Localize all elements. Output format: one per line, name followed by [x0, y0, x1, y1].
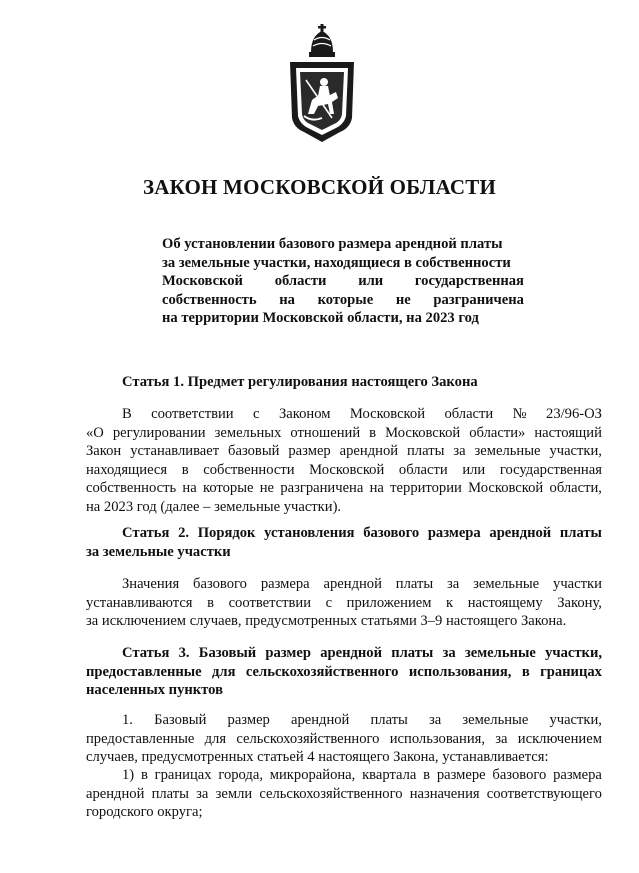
word: платы: [391, 645, 434, 661]
paragraph-line: [86, 785, 602, 804]
subtitle-line: на территории Московской области, на 2023 год: [162, 310, 479, 326]
word: назначения: [409, 785, 480, 802]
word: 1.: [122, 712, 133, 728]
word: арендной: [290, 712, 350, 728]
law-subtitle: [162, 235, 524, 328]
word: Московской: [468, 480, 544, 496]
word: размер: [288, 443, 331, 459]
word: Закон: [86, 443, 122, 459]
word: или: [358, 273, 384, 289]
word: предоставленные: [86, 663, 202, 680]
word: базовый: [228, 443, 280, 459]
word: В: [122, 406, 132, 422]
paragraph-line: [86, 479, 602, 498]
word: сельскохозяйственного: [245, 663, 399, 680]
word: использования,: [389, 730, 485, 747]
word: базового: [193, 576, 247, 592]
word: Статья: [122, 525, 170, 541]
subtitle-line: [162, 291, 524, 310]
word: в: [140, 767, 148, 783]
heading-line: населенных пунктов: [86, 682, 223, 698]
paragraph-line: [86, 594, 602, 613]
word: регулировании: [112, 424, 206, 441]
word: устанавливает: [130, 443, 220, 459]
word: на: [279, 291, 295, 308]
word: соответствующего: [486, 785, 602, 802]
word: размере: [436, 767, 486, 783]
word: приложением: [346, 594, 432, 611]
word: в: [521, 663, 530, 680]
moscow-oblast-coat-of-arms-icon: [284, 22, 360, 144]
word: за: [428, 712, 442, 728]
word: участки,: [549, 443, 602, 459]
word: за: [196, 785, 209, 802]
word: находящиеся: [86, 461, 168, 478]
law-title: ЗАКОН МОСКОВСКОЙ ОБЛАСТИ: [142, 175, 497, 199]
paragraph-line: [86, 711, 602, 730]
paragraph-line: [86, 442, 602, 461]
subtitle-line: за земельные участки, находящиеся в собственности: [162, 254, 511, 271]
word: арендной: [86, 785, 145, 802]
word: области»: [469, 424, 526, 441]
word: настоящему: [467, 594, 543, 611]
word: размера: [260, 576, 310, 592]
word: участки: [553, 576, 602, 592]
word: предоставленные: [86, 730, 195, 747]
paragraph-line: [86, 424, 602, 443]
word: земельные: [464, 645, 536, 661]
word: области: [274, 273, 327, 289]
subtitle-line: Об установлении базового размера арендной платы: [162, 236, 503, 252]
word: государственная: [414, 273, 524, 289]
word: разграничена: [433, 291, 524, 308]
word: территории: [390, 480, 462, 496]
word: собственности: [203, 461, 295, 478]
word: Московской: [309, 461, 385, 478]
paragraph-line: городского округа;: [86, 804, 203, 820]
article-3-paragraph-1: [86, 711, 602, 767]
word: отношений: [290, 424, 361, 441]
word: на: [182, 480, 197, 496]
word: за: [447, 576, 460, 592]
word: арендной: [339, 443, 399, 459]
word: участки,: [549, 712, 602, 728]
word: за: [453, 443, 466, 459]
word: Московской: [162, 273, 243, 289]
word: которые: [317, 291, 374, 308]
word: платы: [407, 443, 445, 459]
word: размера: [553, 767, 602, 783]
word: за: [495, 730, 508, 747]
article-1-heading: Статья 1. Предмет регулирования настоящего Закона: [122, 374, 478, 390]
word: Законом: [278, 406, 331, 422]
paragraph-line: [86, 405, 602, 424]
word: земельных: [214, 424, 282, 441]
word: арендной: [489, 525, 552, 541]
word: в: [423, 767, 431, 783]
subtitle-line: [162, 272, 524, 291]
article-3-paragraph-2: [86, 766, 602, 822]
word: города,: [218, 767, 263, 783]
word: размера: [427, 525, 481, 541]
word: земельные: [473, 576, 540, 592]
word: земельные: [462, 712, 529, 728]
word: Базовый: [198, 645, 257, 661]
word: платы: [395, 576, 434, 592]
word: Значения: [122, 576, 180, 592]
word: участки,: [545, 645, 602, 661]
word: к: [446, 594, 454, 611]
word: сельскохозяйственного: [259, 785, 403, 802]
article-1-paragraph: [86, 405, 602, 516]
word: государственная: [499, 461, 602, 478]
word: собственность: [86, 480, 177, 496]
word: Закону,: [557, 594, 602, 611]
word: области: [398, 461, 448, 478]
article-3-heading: [86, 644, 602, 700]
word: соответствии: [228, 594, 312, 611]
paragraph-line: [86, 730, 602, 749]
word: исключением: [517, 730, 602, 747]
word: в: [207, 594, 214, 611]
paragraph-line: [86, 575, 602, 594]
heading-line: [86, 644, 602, 663]
word: соответствии: [151, 406, 234, 422]
paragraph-line: на 2023 год (далее – земельные участки).: [86, 498, 342, 515]
word: 23/96-ОЗ: [546, 406, 602, 422]
word: с: [253, 406, 260, 422]
paragraph-line: [86, 766, 602, 785]
paragraph-line: [86, 461, 602, 480]
word: на: [369, 480, 384, 496]
word: «О: [86, 424, 104, 441]
word: квартала: [362, 767, 417, 783]
word: устанавливаются: [86, 594, 193, 611]
article-2-paragraph: [86, 575, 602, 631]
word: разграничена: [280, 480, 364, 496]
word: настоящий: [534, 424, 602, 441]
heading-line: [86, 524, 602, 543]
word: Базовый: [154, 712, 207, 728]
word: сельскохозяйственного: [236, 730, 380, 747]
word: базового: [492, 767, 547, 783]
word: не: [259, 480, 275, 496]
word: области,: [549, 480, 602, 496]
word: установления: [264, 525, 355, 541]
word: микрорайона,: [269, 767, 356, 783]
word: №: [512, 406, 527, 422]
word: базового: [363, 525, 420, 541]
paragraph-line: случаев, предусмотренных статьей 4 настоящего Закона, устанавливается:: [86, 749, 549, 765]
word: Московской: [385, 424, 461, 441]
word: 3.: [178, 645, 190, 661]
heading-line: [86, 663, 602, 682]
word: в: [369, 424, 377, 441]
word: 1): [122, 767, 135, 783]
word: 2.: [178, 525, 190, 541]
word: размер: [227, 712, 270, 728]
word: платы: [370, 712, 408, 728]
word: в: [181, 461, 189, 478]
word: арендной: [320, 645, 382, 661]
word: Московской: [349, 406, 426, 422]
word: платы: [151, 785, 189, 802]
word: которые: [202, 480, 254, 496]
word: собственность: [162, 291, 257, 308]
word: границах: [540, 663, 602, 680]
word: или: [462, 461, 486, 478]
word: за: [442, 645, 456, 661]
article-2-heading: [86, 524, 602, 561]
word: земельные: [474, 443, 541, 459]
word: не: [395, 291, 411, 308]
word: для: [212, 663, 236, 680]
word: земли: [215, 785, 253, 802]
word: для: [204, 730, 227, 747]
word: с: [325, 594, 333, 611]
word: границах: [154, 767, 212, 783]
word: размер: [265, 645, 311, 661]
word: платы: [559, 525, 602, 541]
word: Статья: [122, 645, 170, 661]
word: области: [444, 406, 494, 422]
word: арендной: [323, 576, 382, 592]
word: Порядок: [197, 525, 256, 541]
paragraph-line: за исключением случаев, предусмотренных статьями 3–9 настоящего Закона.: [86, 613, 567, 629]
heading-line: за земельные участки: [86, 543, 231, 560]
word: использования,: [408, 663, 512, 680]
